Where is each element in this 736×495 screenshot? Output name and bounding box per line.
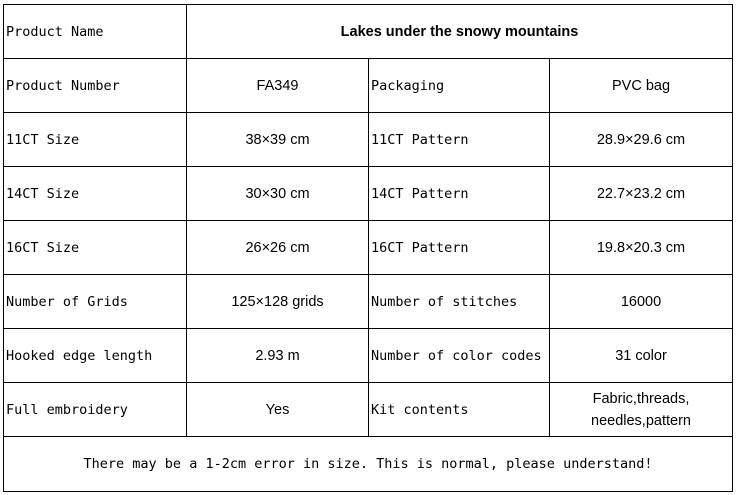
row-11ct <box>4 113 733 167</box>
16ct-pattern-value: 19.8×20.3 cm <box>550 221 733 275</box>
full-embroidery-label: Full embroidery <box>4 383 187 437</box>
16ct-size-label: 16CT Size <box>4 221 187 275</box>
packaging-value: PVC bag <box>550 59 733 113</box>
product-number-label: Product Number <box>4 59 187 113</box>
product-spec-table <box>3 4 733 492</box>
row-embroidery <box>4 383 733 437</box>
edge-length-label: Hooked edge length <box>4 329 187 383</box>
product-name-value: Lakes under the snowy mountains <box>187 5 733 59</box>
11ct-pattern-value: 28.9×29.6 cm <box>550 113 733 167</box>
row-14ct <box>4 167 733 221</box>
kit-contents-line-1: Fabric,threads, <box>592 390 690 407</box>
color-codes-label: Number of color codes <box>369 329 550 383</box>
11ct-pattern-label: 11CT Pattern <box>369 113 550 167</box>
14ct-pattern-value: 22.7×23.2 cm <box>550 167 733 221</box>
kit-contents-value <box>550 383 733 437</box>
row-product-number <box>4 59 733 113</box>
kit-contents-line-2: needles,pattern <box>591 412 691 429</box>
11ct-size-label: 11CT Size <box>4 113 187 167</box>
14ct-size-label: 14CT Size <box>4 167 187 221</box>
size-error-note: There may be a 1-2cm error in size. This is normal, please understand! <box>4 437 733 492</box>
product-name-label: Product Name <box>4 5 187 59</box>
stitches-value: 16000 <box>550 275 733 329</box>
grids-value: 125×128 grids <box>187 275 369 329</box>
grids-label: Number of Grids <box>4 275 187 329</box>
row-product-name <box>4 5 733 59</box>
row-16ct <box>4 221 733 275</box>
edge-length-value: 2.93 m <box>187 329 369 383</box>
stitches-label: Number of stitches <box>369 275 550 329</box>
color-codes-value: 31 color <box>550 329 733 383</box>
14ct-size-value: 30×30 cm <box>187 167 369 221</box>
kit-contents-label: Kit contents <box>369 383 550 437</box>
14ct-pattern-label: 14CT Pattern <box>369 167 550 221</box>
row-note <box>4 437 733 492</box>
full-embroidery-value: Yes <box>187 383 369 437</box>
16ct-size-value: 26×26 cm <box>187 221 369 275</box>
11ct-size-value: 38×39 cm <box>187 113 369 167</box>
product-number-value: FA349 <box>187 59 369 113</box>
row-grids <box>4 275 733 329</box>
row-edge <box>4 329 733 383</box>
packaging-label: Packaging <box>369 59 550 113</box>
16ct-pattern-label: 16CT Pattern <box>369 221 550 275</box>
